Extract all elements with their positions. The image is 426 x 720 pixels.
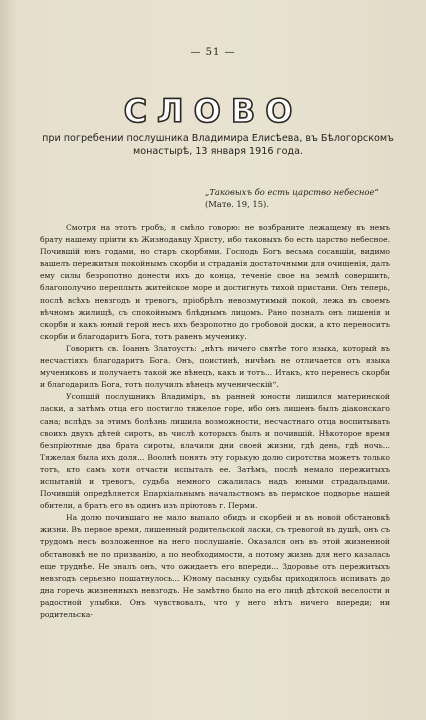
body-text (40, 222, 390, 621)
epigraph-text: „Таковыхъ бо есть царство небесное“ (205, 187, 379, 197)
epigraph (205, 186, 390, 210)
paragraph: Усопшій послушникъ Владиміръ, въ ранней юности лишился материнской ласки, а затѣмъ отца его постигло тяжелое горе, ибо онъ лишенъ былъ діаконскаго сана; вслѣдъ за этимъ болѣзнь лишила возможности, несчастнаго отца воспитывать своихъ двухъ дѣтей сиротъ, въ числѣ которыхъ былъ и почившій. Нѣкоторое время безпріютные два брата сироты, влачили дни своей жизни, гдѣ день, гдѣ ночь... Тяжелая была ихъ доля... Воолнѣ понять эту горькую долю сиротства можетъ только тотъ, кто самъ хотя отчасти испыталъ ее. Затѣмъ, послѣ немало пережитыхъ испытаній и тревогъ, судьба немного сжалилась надъ юными страдальцами. Почившій опредѣляется Епархіальнымъ начальствомъ въ пермское подворье нашей обители, а братъ его въ одинъ изъ пріютовъ г. Перми. (40, 392, 390, 511)
subtitle: при погребении послушника Владимира Елисѣева, въ Бѣлогорскомъ монастырѣ, 13 января 1916 года. (42, 133, 394, 157)
epigraph-reference: (Матѳ. 19, 15). (205, 199, 269, 209)
paragraph: Говоритъ св. Іоаннъ Златоустъ: „нѣтъ ничего святѣе того языка, который въ несчастіяхъ благодаритъ Бога. Онъ, поистинѣ, ничѣмъ не отличается отъ языка мучениковъ и получаетъ такой же вѣнецъ, какъ и тотъ... Итакъ, кто перенесъ скорби и благодарилъ Бога, тотъ получилъ вѣнецъ мученическій“. (40, 343, 390, 390)
page-number: — 51 — (190, 47, 236, 58)
paragraph: Смотря на этотъ гробъ, я смѣло говорю: не возбраните лежащему въ немъ брату нашему пріити къ Жизнодавцу Христу, ибо таковыхъ бо есть царство небесное. Почившій юнъ годами, но старъ скорбями. Господь Богъ весьма сосавшіи, видимо вашелъ пережитыя покойнымъ скорби и страданія достаточными для очищенія, далъ ему силы безропотно донести ихъ до конца, теченіе свое на землѣ совершить, благополучно переплыть житейское море и достигнуть тихой пристани. Онъ теперь, послѣ всѣхъ невзгодъ и тревогъ, пріобрѣлъ невозмутимый покой, лежа въ своемъ вѣчномъ жилищѣ, съ спокойнымъ блѣднымъ лицомъ. Рано позналъ онъ лишенія и скорби и какъ юный герой несъ ихъ безропотно до гробовой доски, а кто переноситъ скорби и благодаритъ Бога, тотъ равенъ мученику. (40, 223, 390, 341)
title: СЛОВО (123, 92, 303, 130)
paragraph: На долю почившаго не мало выпало обидъ и скорбей и въ новой обстановкѣ жизни. Въ первое время, лишенный родительской ласки, съ тревогой въ душѣ, онъ съ трудомъ несъ возложенное на него послушаніе. Оказался онъ въ этой жизненной обстановкѣ не по призванію, а по необходимости, а потому жизнь для него казалась еще труднѣе. Не зналъ онъ, что ожидаетъ его впереди... Здоровье отъ пережитыхъ невзгодъ серьезно пошатнулось... Юному пасынку судьбы приходилось испивать до дна горечь жизненныхъ невзгодъ. Не замѣтно было на его лицѣ дѣтской веселости и радостной улыбки. Онъ чувствовалъ, что у него нѣтъ ничего впереди; ни родительска- (40, 513, 390, 619)
